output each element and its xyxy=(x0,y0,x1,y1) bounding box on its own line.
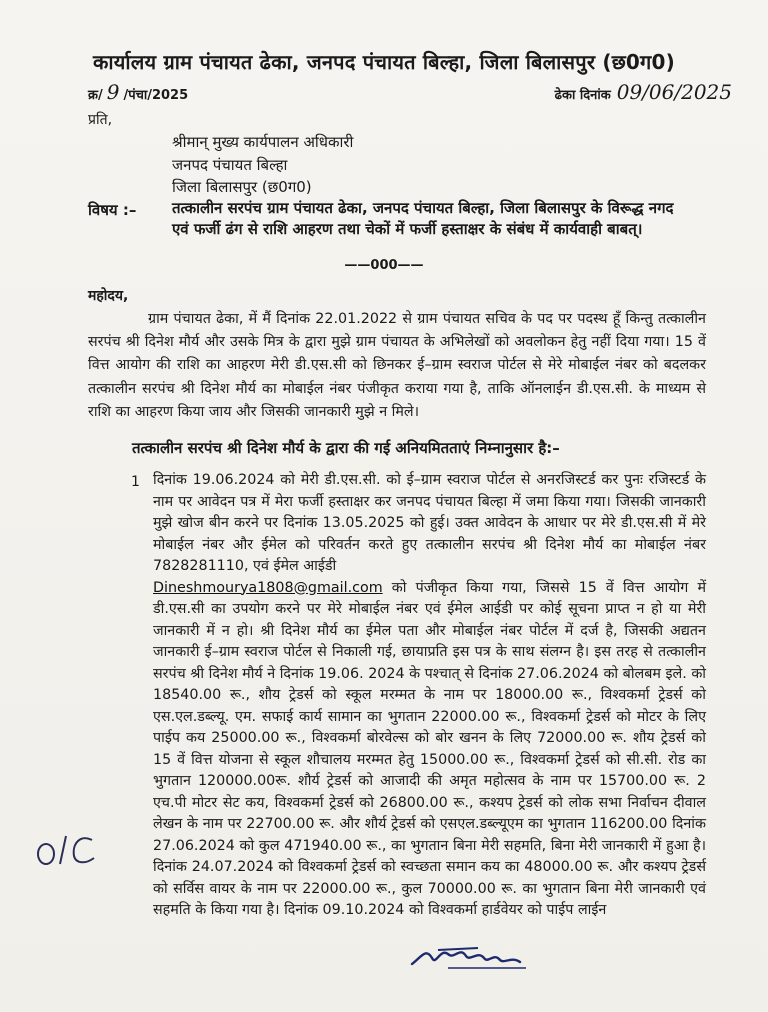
subject-label: विषय :– xyxy=(88,201,137,219)
irregularities-heading: तत्कालीन सरपंच श्री दिनेश मौर्य के द्वारा की गई अनियमितताएं निम्नानुसार है:– xyxy=(132,439,560,457)
addressee-prefix: प्रति, xyxy=(88,112,113,128)
signature-handwritten xyxy=(408,938,532,972)
margin-note-handwritten xyxy=(34,828,100,874)
ref-prefix: क्र/ xyxy=(88,88,103,103)
list-item-text-part2: को पंजीकृत किया गया, जिससे 15 वें वित्त आयोग में डी.एस.सी का उपयोग करने पर मेरे मोबाईल नंबर एवं ईमेल आईडी पर कोई सूचना प्राप्त न हो या मेरी जानकारी में न हो। श्री दिनेश मौर्य का ईमेल पता और मोबाईल नंबर पोर्टल में दर्ज है, जिसकी अद्यतन जानकारी ई–ग्राम स्वराज पोर्टल से निकाली गई, छायाप्रति इस पत्र के साथ संलग्न है। इस तरह से तत्कालीन सरपंच श्री दिनेश मौर्य ने दिनांक 19.06. 2024 के पश्चात् से दिनांक 27.06.2024 को बोलबम इले. को 18540.00 रू., शौय ट्रेडर्स को स्कूल मरम्मत के नाम पर 18000.00 रू., विश्वकर्मा ट्रेडर्स को एस.एल.डब्ल्यू. एम. सफाई कार्य सामान का भुगतान 22000.00 रू., विश्वकर्मा ट्रेडर्स को मोटर के लिए पाईप कय 25000.00 रू., विश्वकर्मा बोरवेल्स को बोर खनन के लिए 72000.00 रू. शौय ट्रेडर्स को 15 वें वित्त योजना से स्कूल शौचालय मरम्मत हेतु 15000.00 रू., विश्वकर्मा ट्रेडर्स को सी.सी. रोड का भुगतान 120000.00रू. शौर्य ट्रेडर्स को आजादी की अमृत महोत्सव के नाम पर 15700.00 रू. 2 एच.पी मोटर सेट कय, विश्वकर्मा ट्रेडर्स को 26800.00 रू., कश्यप ट्रेडर्स को लोक सभा निर्वाचन दीवाल लेखन के नाम पर 22700.00 रू. और शौर्य ट्रेडर्स को एसएल.डब्ल्यूएम का भुगतान 116200.00 दिनांक 27.06.2024 को कुल 471940.00 रू., का भुगतान बिना मेरी सहमति, बिना मेरी जानकारी में हुआ है। दिनांक 24.07.2024 को विश्वकर्मा ट्रेडर्स को स्वच्छता समान कय का 48000.00 रू. और कश्यप ट्रेडर्स को सर्विस वायर के नाम पर 22000.00 रू., कुल 70000.00 रू. का भुगतान बिना मेरी जानकारी एवं सहमति के किया गया है। दिनांक 09.10.2024 को विश्वकर्मा हार्डवेयर को पाईप लाईन xyxy=(153,579,706,918)
addressee-line-3: जिला बिलासपुर (छ0ग0) xyxy=(172,178,312,196)
date-handwritten: 09/06/2025 xyxy=(616,80,732,104)
reference-number xyxy=(88,80,188,104)
addressee-line-1: श्रीमान् मुख्य कार्यपालन अधिकारी xyxy=(172,133,354,151)
salutation: महोदय, xyxy=(88,288,129,304)
addressee-line-2: जनपद पंचायत बिल्हा xyxy=(172,156,288,174)
list-item-number: 1 xyxy=(131,474,140,490)
list-item xyxy=(153,470,706,922)
office-header-title: कार्यालय ग्राम पंचायत ढेका, जनपद पंचायत बिल्हा, जिला बिलासपुर (छ0ग0) xyxy=(93,50,675,74)
list-item-text-part1: दिनांक 19.06.2024 को मेरी डी.एस.सी. को ई–ग्राम स्वराज पोर्टल से अनरजिस्टर्ड कर पुनः रजिस्टर्ड के नाम पर आवेदन पत्र में मेरा फर्जी हस्ताक्षर कर जनपद पंचायत बिल्हा में जमा किया गया। जिसकी जानकारी मुझे खोज बीन करने पर दिनांक 13.05.2025 को हुई। उक्त आवेदन के आधार पर मेरे डी.एस.सी में मेरे मोबाईल नंबर और ईमेल को परिवर्तन करते हुए तत्कालीन सरपंच श्री दिनेश मौर्य का मोबाईल नंबर 7828281110, एवं ईमेल आईडी xyxy=(153,472,706,574)
separator: ——000—— xyxy=(344,258,424,273)
letter-date xyxy=(555,80,732,104)
body-paragraph-1: ग्राम पंचायत ढेका, में मैं दिनांक 22.01.2022 से ग्राम पंचायत सचिव के पद पर पदस्थ हूँ किन्तु तत्कालीन सरपंच श्री दिनेश मौर्य और उसके मित्र के द्वारा मुझे ग्राम पंचायत के अभिलेखों को अवलोकन हेतु नहीं दिया गया। 15 वें वित्त आयोग की राशि का आहरण मेरी डी.एस.सी को छिनकर ई–ग्राम स्वराज पोर्टल से मेरे मोबाईल नंबर को बदलकर तत्कालीन सरपंच श्री दिनेश मौर्य का मोबाईल नंबर पंजीकृत कराया गया है, ताकि ऑनलाईन डी.एस.सी. के माध्यम से राशि का आहरण किया जाय और जिसकी जानकारी मुझे न मिले। xyxy=(88,311,706,420)
email-address: Dineshmourya1808@gmail.com xyxy=(153,579,383,596)
subject-text: तत्कालीन सरपंच ग्राम पंचायत ढेका, जनपद पंचायत बिल्हा, जिला बिलासपुर के विरूद्ध नगद एवं फर्जी ढंग से राशि आहरण तथा चेकों में फर्जी हस्ताक्षर के संबंध में कार्यवाही बाबत्। xyxy=(172,199,674,238)
ref-number-handwritten: 9 xyxy=(106,80,120,104)
date-label: ढेका दिनांक xyxy=(554,88,611,103)
ref-suffix: /पंचा/2025 xyxy=(123,88,189,103)
